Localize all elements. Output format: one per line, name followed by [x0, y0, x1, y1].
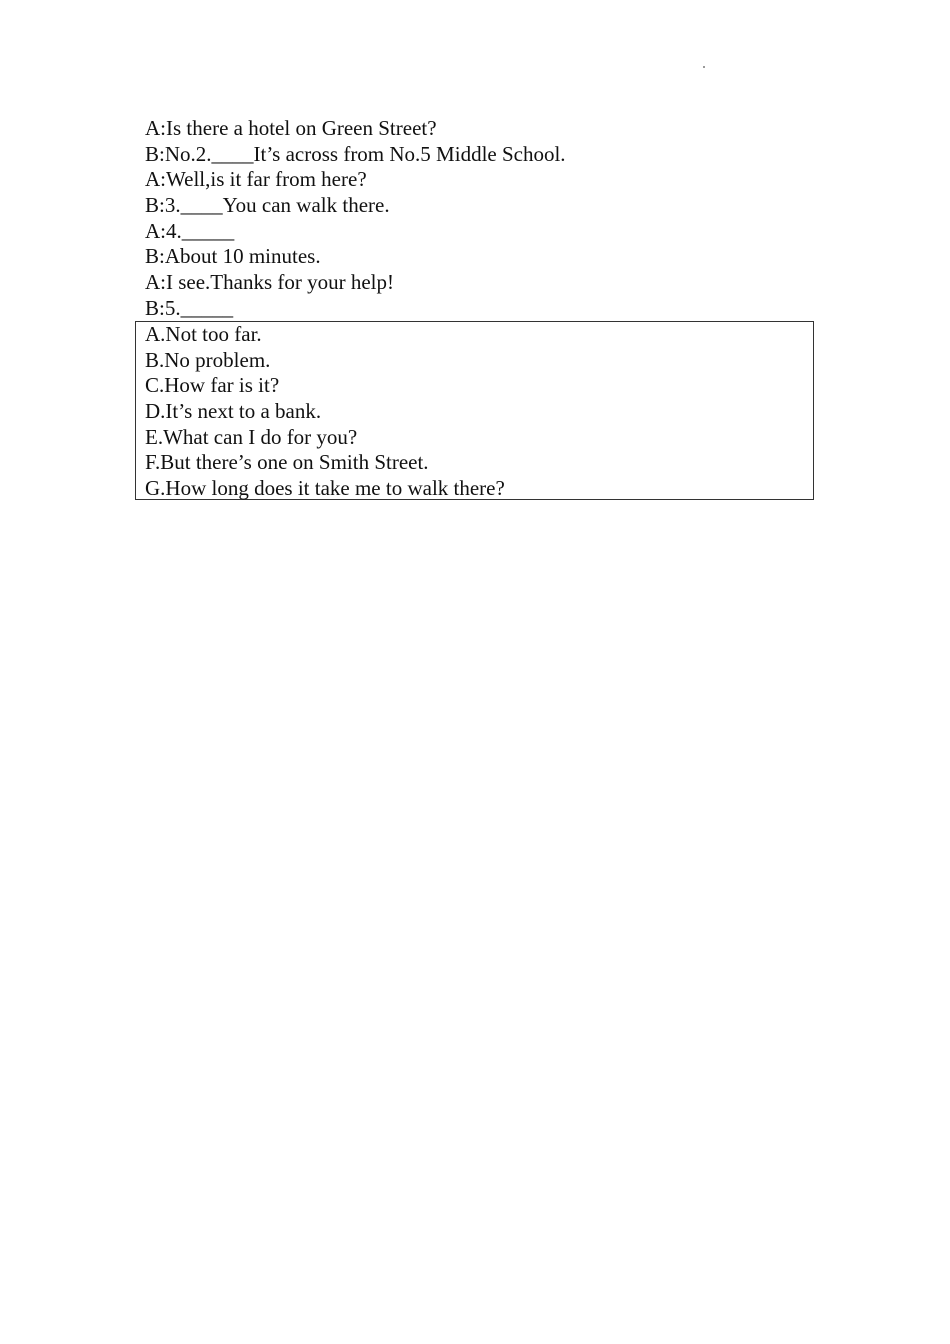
option-item: G.How long does it take me to walk there? [145, 476, 505, 501]
dialogue-line: A:Well,is it far from here? [145, 167, 367, 192]
option-item: A.Not too far. [145, 322, 262, 346]
dialogue-line: B:About 10 minutes. [145, 244, 321, 269]
option-item: D.It’s next to a bank. [145, 399, 322, 424]
dialogue-line: B:3.____You can walk there. [145, 193, 390, 218]
option-item: B.No problem. [145, 347, 271, 372]
option-item: C.How far is it? [145, 373, 280, 398]
dialogue-line: A:I see.Thanks for your help! [145, 270, 395, 295]
dialogue-line: B:5._____ [145, 295, 234, 320]
option-item: F.But there’s one on Smith Street. [145, 450, 429, 475]
dialogue-line: B:No.2.____It’s across from No.5 Middle School. [145, 141, 566, 166]
page-dot-mark [703, 66, 705, 68]
dialogue-line: A:Is there a hotel on Green Street? [145, 116, 437, 140]
option-item: E.What can I do for you? [145, 424, 358, 449]
options-box [135, 321, 814, 500]
dialogue-line: A:4._____ [145, 218, 235, 243]
dialogue-block [145, 116, 825, 322]
